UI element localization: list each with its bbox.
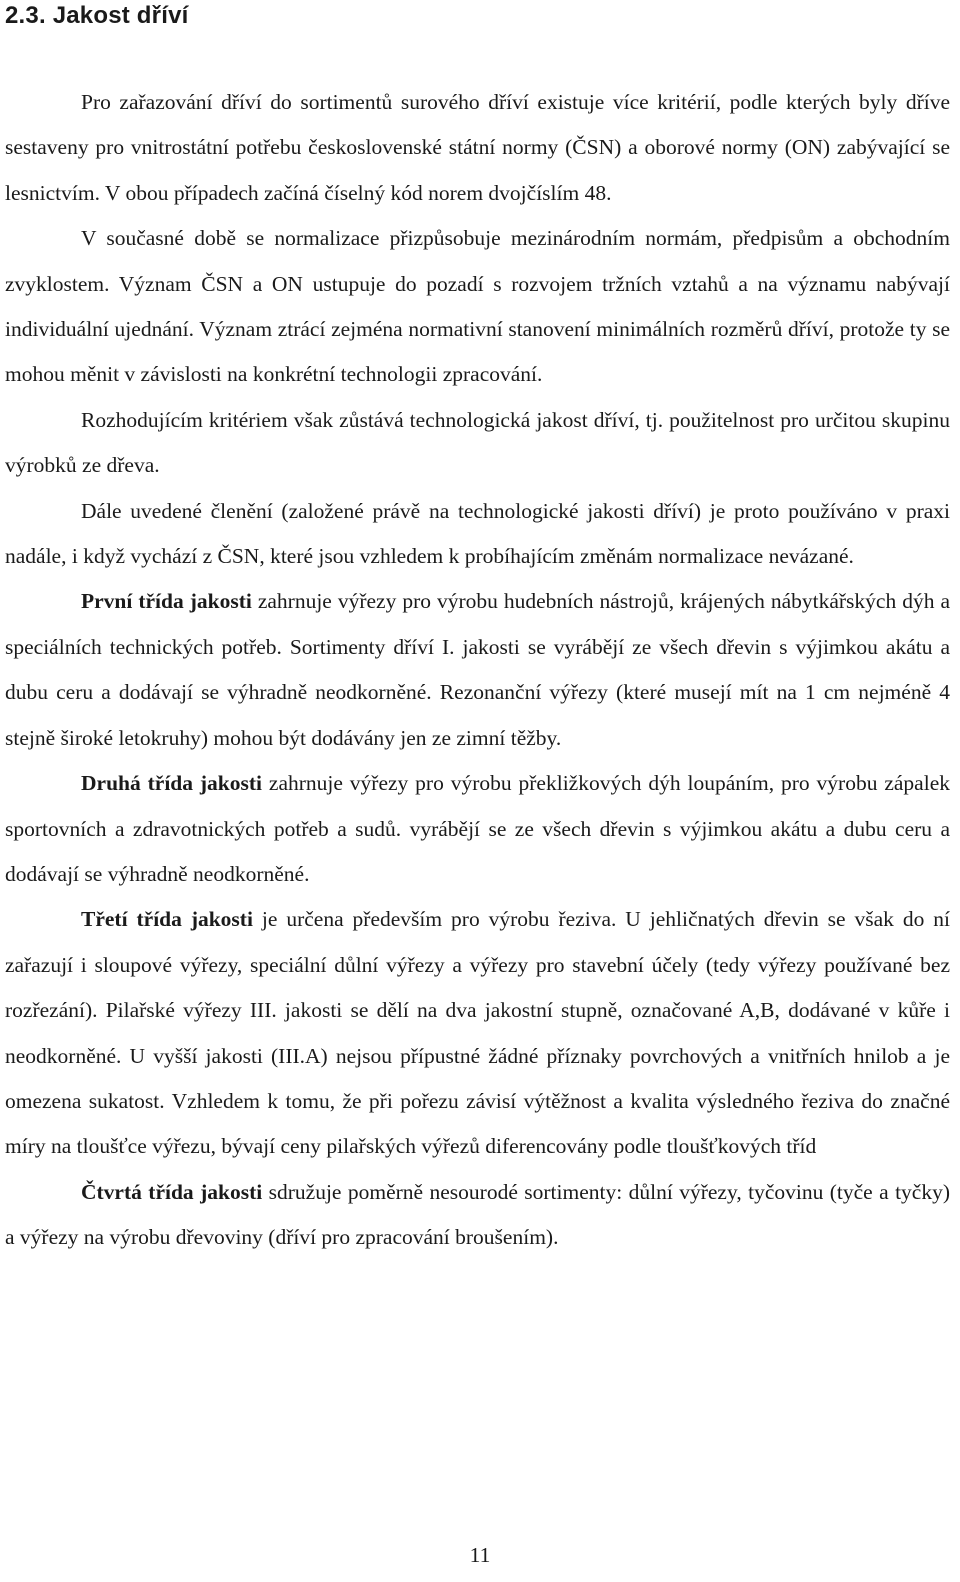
paragraph-text: Pro zařazování dříví do sortimentů surového dříví existuje více kritérií, podle kterých byly dříve sestaveny pro vnitrostátní potřebu československé státní normy (ČSN) a oborové normy (ON) zabývající se lesnictvím. V obou případech začíná číselný kód norem dvojčíslím 48. [5, 90, 950, 205]
paragraph-normalization [5, 216, 950, 398]
term-second-class: Druhá třída jakosti [81, 771, 263, 796]
paragraph-text: Dále uvedené členění (založené právě na technologické jakosti dříví) je proto používáno v praxi nadále, i když vychází z ČSN, které jsou vzhledem k probíhajícím změnám normalizace nevázané. [5, 498, 950, 569]
page-number: 11 [469, 1543, 491, 1567]
paragraph-text: V současné době se normalizace přizpůsobuje mezinárodním normám, předpisům a obchodním zvyklostem. Význam ČSN a ON ustupuje do pozadí s rozvojem tržních vztahů a na významu nabývají individuální ujednání. Význam ztrácí zejména normativní stanovení minimálních rozměrů dříví, protože ty se mohou měnit v závislosti na konkrétní technologii zpracování. [5, 226, 950, 387]
paragraph-text: zahrnuje výřezy pro výrobu překližkových dýh loupáním, pro výrobu zápalek sportovních a zdravotnických potřeb a sudů. vyrábějí se ze všech dřevin s výjimkou akátu a dubu ceru a dodávají se výhradně neodkorněné. [5, 771, 950, 886]
paragraph-criteria [5, 80, 950, 216]
paragraph-second-class [5, 761, 950, 897]
term-first-class: První třída jakosti [81, 589, 252, 614]
paragraph-decisive-criterion [5, 398, 950, 489]
term-third-class: Třetí třída jakosti [81, 907, 253, 932]
paragraph-fourth-class [5, 1170, 950, 1261]
section-heading: 2.3. Jakost dříví [5, 2, 189, 29]
paragraph-first-class [5, 579, 950, 761]
paragraph-text: sdružuje poměrně nesourodé sortimenty: důlní výřezy, tyčovinu (tyče a tyčky) a výřezy na výrobu dřevoviny (dříví pro zpracování broušením). [5, 1179, 951, 1250]
term-fourth-class: Čtvrtá třída jakosti [81, 1179, 263, 1204]
paragraph-classification [5, 489, 950, 580]
paragraph-text: je určena především pro výrobu řeziva. U jehličnatých dřevin se však do ní zařazují i sloupové výřezy, speciální důlní výřezy a výřezy pro stavební účely (tedy výřezy používané bez rozřezání). Pilařské výřezy III. jakosti se dělí na dva jakostní stupně, označované A,B, dodávané v kůře i neodkorněné. U vyšší jakosti (III.A) nejsou přípustné žádné příznaky povrchových a vnitřních hnilob a je omezena sukatost. Vzhledem k tomu, že při pořezu závisí výtěžnost a kvalita výsledného řeziva do značné míry na tloušťce výřezu, bývají ceny pilařských výřezů diferencovány podle tloušťkových tříd [5, 907, 950, 1159]
paragraph-third-class [5, 897, 950, 1169]
paragraph-text: zahrnuje výřezy pro výrobu hudebních nástrojů, krájených nábytkářských dýh a speciálních technických potřeb. Sortimenty dříví I. jakosti se vyrábějí ze všech dřevin s výjimkou akátu a dubu ceru a dodávají se výhradně neodkorněné. Rezonanční výřezy (které musejí mít na 1 cm nejméně 4 stejně široké letokruhy) mohou být dodávány jen ze zimní těžby. [5, 589, 950, 750]
paragraph-text: Rozhodujícím kritériem však zůstává technologická jakost dříví, tj. použitelnost pro určitou skupinu výrobků ze dřeva. [5, 407, 950, 478]
document-body [5, 80, 950, 1261]
